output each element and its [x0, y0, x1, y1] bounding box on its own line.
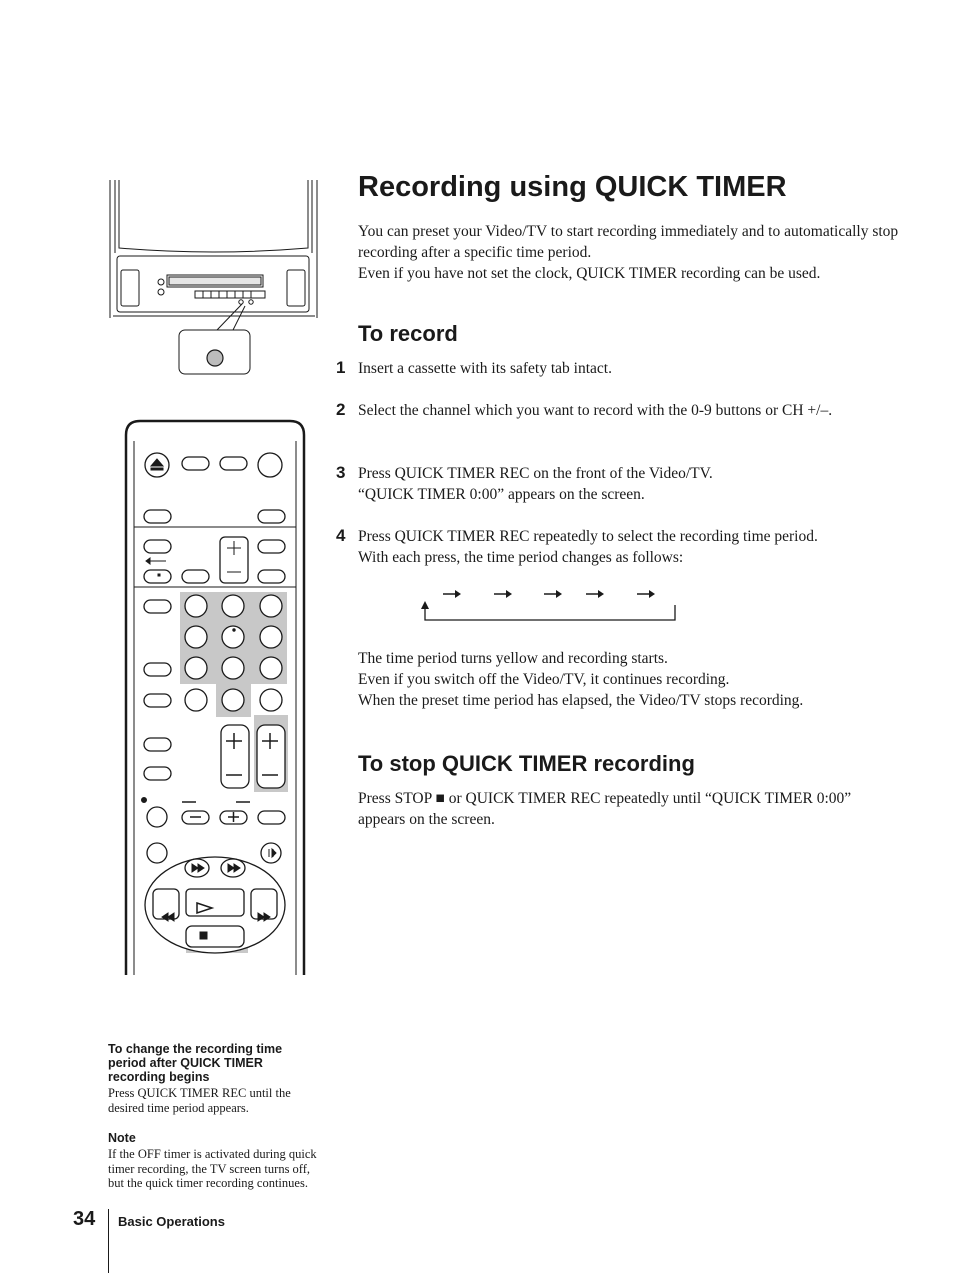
page-title: Recording using QUICK TIMER	[358, 171, 787, 203]
step-line: Press QUICK TIMER REC repeatedly to select the recording time period.	[358, 528, 818, 545]
change-period-note	[108, 1042, 320, 1115]
step-text	[358, 358, 888, 379]
page-number: 34	[73, 1208, 96, 1230]
time-period-cycle-diagram	[415, 582, 685, 626]
stop-icon	[200, 932, 207, 939]
note-heading: Note	[108, 1131, 136, 1145]
quick-timer-rec-button-icon	[207, 350, 223, 366]
stop-button	[186, 926, 244, 947]
step-text	[358, 463, 888, 505]
step-number: 1	[336, 358, 346, 377]
tv-front-illustration	[105, 178, 325, 378]
after-line: The time period turns yellow and recording starts.	[358, 650, 668, 667]
after-line: When the preset time period has elapsed, the Video/TV stops recording.	[358, 692, 804, 709]
step-number: 4	[336, 526, 346, 545]
step-line: Select the channel which you want to record with the 0-9 buttons or CH +/–.	[358, 402, 833, 419]
step-number: 3	[336, 463, 346, 482]
after-line: Even if you switch off the Video/TV, it continues recording.	[358, 671, 730, 688]
step-text	[358, 526, 898, 568]
step-number: 2	[336, 400, 346, 419]
step-line: Insert a cassette with its safety tab intact.	[358, 360, 612, 377]
after-steps-text	[358, 648, 903, 711]
intro-paragraph: You can preset your Video/TV to start recording immediately and to automatically stop recording after a specific time period.	[358, 223, 899, 261]
remote-control-illustration	[120, 415, 315, 980]
change-period-heading: To change the recording time period after QUICK TIMER recording begins	[108, 1042, 283, 1084]
change-period-text: Press QUICK TIMER REC until the desired time period appears.	[108, 1086, 291, 1115]
note-text: If the OFF timer is activated during quick timer recording, the TV screen turns off, but the quick timer recording continues.	[108, 1147, 317, 1190]
to-stop-text: Press STOP ■ or QUICK TIMER REC repeatedly until “QUICK TIMER 0:00” appears on the screen.	[358, 790, 852, 828]
step-line: “QUICK TIMER 0:00” appears on the screen.	[358, 486, 645, 503]
power-button	[258, 453, 282, 477]
to-record-heading: To record	[358, 321, 458, 346]
section-name: Basic Operations	[118, 1214, 225, 1229]
footer-divider	[108, 1209, 109, 1273]
note	[108, 1131, 320, 1191]
return-arrow-icon	[425, 605, 675, 620]
intro	[358, 221, 903, 284]
intro-paragraph: Even if you have not set the clock, QUICK TIMER recording can be used.	[358, 265, 821, 282]
to-stop-heading: To stop QUICK TIMER recording	[358, 751, 695, 776]
step-line: Press QUICK TIMER REC on the front of the Video/TV.	[358, 465, 713, 482]
step-line: With each press, the time period changes as follows:	[358, 549, 684, 566]
step-text	[358, 400, 878, 421]
